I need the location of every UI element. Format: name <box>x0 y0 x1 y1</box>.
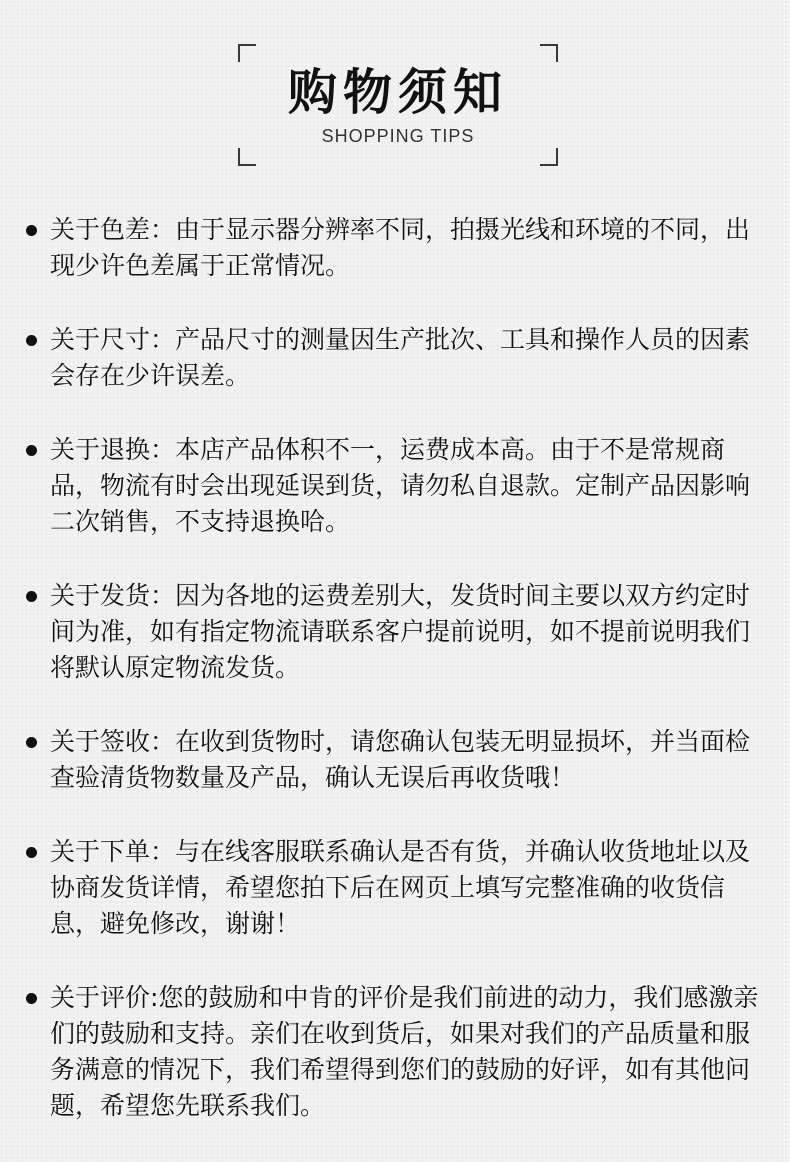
page-title: 购物须知 <box>287 64 508 121</box>
header-frame <box>238 44 558 166</box>
corner-bracket-top-left <box>238 44 256 62</box>
tip-text: 关于签收：在收到货物时，请您确认包装无明显损坏，并当面检查验清货物数量及产品，确认无误后再收货哦！ <box>50 727 751 792</box>
tip-text: 关于发货：因为各地的运费差别大，发货时间主要以双方约定时间为准，如有指定物流请联系客户提前说明，如不提前说明我们将默认原定物流发货。 <box>50 581 751 682</box>
tip-text: 关于退换：本店产品体积不一，运费成本高。由于不是常规商品，物流有时会出现延误到货，请勿私自退款。定制产品因影响二次销售，不支持退换哈。 <box>50 435 751 536</box>
bullet-dot-icon <box>26 847 37 858</box>
corner-bracket-top-right <box>540 44 558 62</box>
tips-list <box>22 212 770 1162</box>
tip-shipping <box>22 578 770 686</box>
bullet-dot-icon <box>26 335 37 346</box>
tip-receipt <box>22 724 770 796</box>
tip-returns <box>22 432 770 540</box>
bullet-dot-icon <box>26 737 37 748</box>
tip-size <box>22 322 770 394</box>
tip-text: 关于色差：由于显示器分辨率不同，拍摄光线和环境的不同，出现少许色差属于正常情况。 <box>50 215 751 280</box>
corner-bracket-bottom-left <box>238 148 256 166</box>
tip-text: 关于下单：与在线客服联系确认是否有货，并确认收货地址以及协商发货详情，希望您拍下后在网页上填写完整准确的收货信息，避免修改，谢谢！ <box>50 837 751 938</box>
tip-text: 关于尺寸：产品尺寸的测量因生产批次、工具和操作人员的因素会存在少许误差。 <box>50 325 751 390</box>
bullet-dot-icon <box>26 445 37 456</box>
bullet-dot-icon <box>26 225 37 236</box>
corner-bracket-bottom-right <box>540 148 558 166</box>
tip-text: 关于评价:您的鼓励和中肯的评价是我们前进的动力，我们感激亲们的鼓励和支持。亲们在收到货后，如果对我们的产品质量和服务满意的情况下，我们希望得到您们的鼓励的好评，如有其他问题，希望您先联系我们。 <box>50 983 759 1120</box>
bullet-dot-icon <box>26 993 37 1004</box>
tip-reviews <box>22 980 770 1124</box>
tip-color-difference <box>22 212 770 284</box>
bullet-dot-icon <box>26 591 37 602</box>
tip-ordering <box>22 834 770 942</box>
page-subtitle: SHOPPING TIPS <box>321 126 475 146</box>
